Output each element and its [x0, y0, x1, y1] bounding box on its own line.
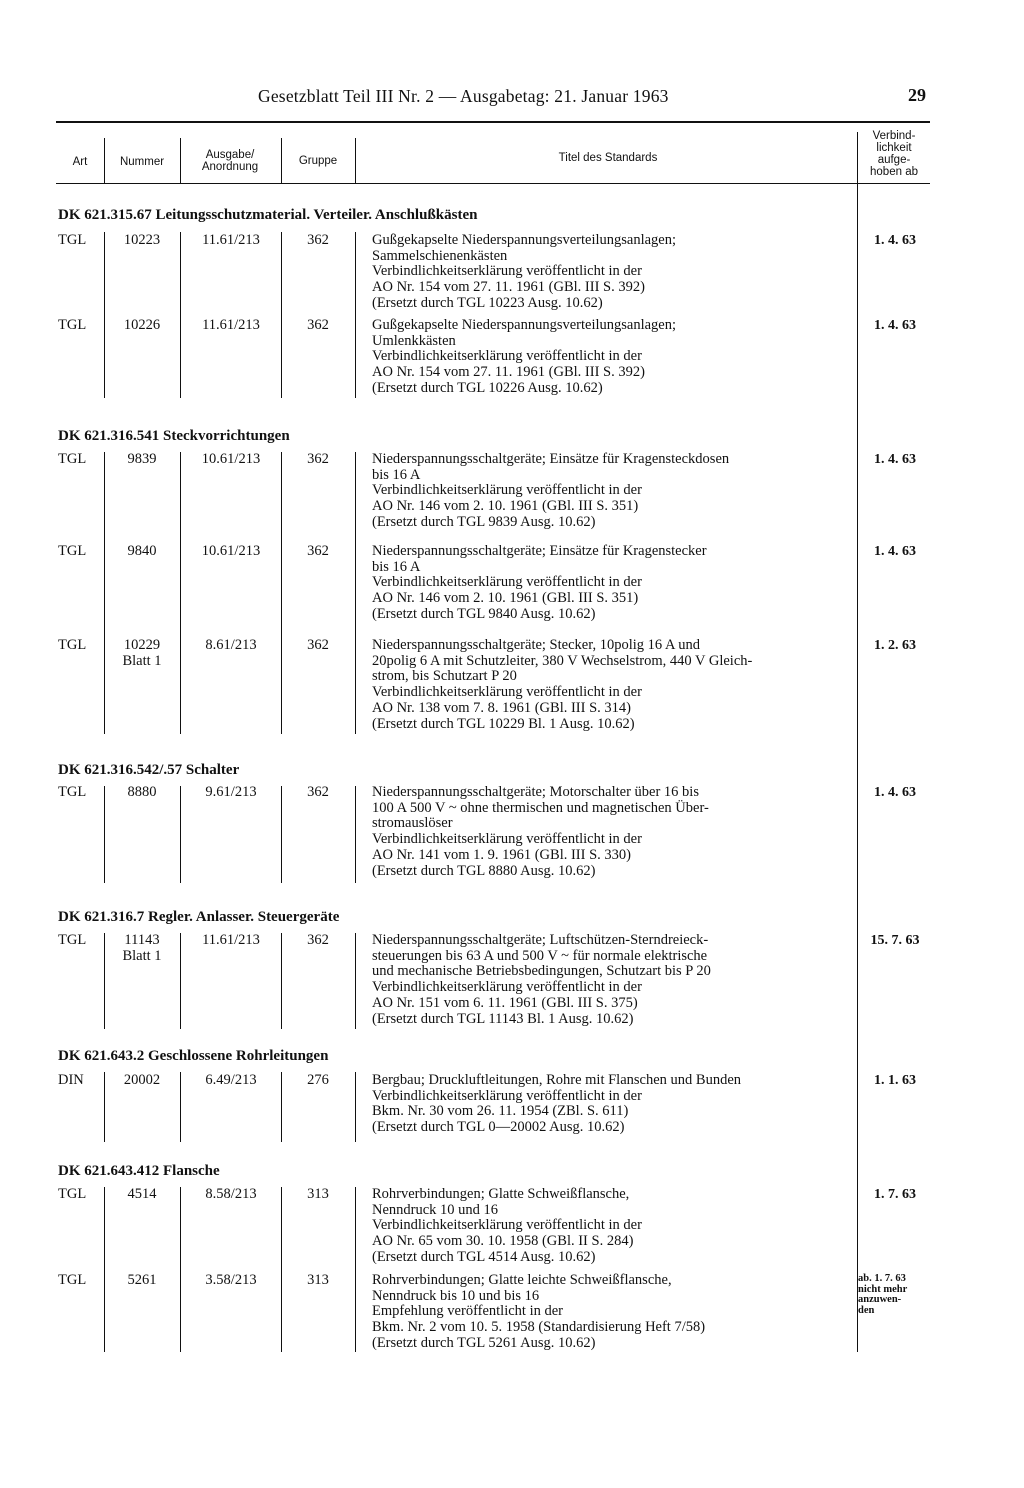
- cell-titel: Bergbau; Druckluftleitungen, Rohre mit Flanschen und Bunden Verbindlichkeitserklärung veröffentlicht in der Bkm. Nr. 30 vom 26. 11. 1954 (ZBl. S. 611) (Ersetzt durch TGL 0—20002 Ausg. 10.62): [372, 1072, 742, 1136]
- cell-titel: Gußgekapselte Niederspannungsverteilungsanlagen; Umlenkkästen Verbindlichkeitserklärung veröffentlicht in der AO Nr. 154 vom 27. 11. 1961 (GBl. III S. 392) (Ersetzt durch TGL 10226 Ausg. 10.62): [372, 317, 677, 396]
- column-separator: [180, 1187, 181, 1352]
- cell-nummer: 11143 Blatt 1: [122, 932, 162, 964]
- column-separator: [104, 232, 105, 398]
- cell-nummer: 5261: [127, 1272, 157, 1288]
- cell-nummer: 8880: [127, 784, 157, 800]
- cell-art: TGL: [58, 1272, 87, 1288]
- column-separator: [104, 452, 105, 734]
- header-separator: [104, 138, 105, 183]
- cell-ausgabe: 6.49/213: [205, 1072, 257, 1088]
- cell-art: TGL: [58, 232, 87, 248]
- cell-nummer: 9840: [127, 543, 157, 559]
- column-separator: [281, 786, 282, 883]
- cell-aufgehoben: 1. 1. 63: [874, 1073, 916, 1088]
- cell-aufgehoben: 1. 4. 63: [874, 452, 916, 467]
- column-header-aufgehoben: Verbind- lichkeit aufge- hoben ab: [870, 130, 918, 178]
- cell-gruppe: 362: [307, 637, 329, 653]
- cell-gruppe: 313: [307, 1272, 329, 1288]
- cell-nummer: 10226: [123, 317, 161, 333]
- cell-titel: Rohrverbindungen; Glatte leichte Schweißflansche, Nenndruck bis 10 und bis 16 Empfehlung veröffentlicht in der Bkm. Nr. 2 vom 10. 5. 1958 (Standardisierung Heft 7/58) (Ersetzt durch TGL 5261 Ausg. 10.62): [372, 1272, 706, 1351]
- cell-ausgabe: 10.61/213: [201, 451, 261, 467]
- header-separator: [180, 138, 181, 183]
- column-separator: [180, 1072, 181, 1142]
- cell-aufgehoben: 1. 4. 63: [874, 785, 916, 800]
- cell-art: DIN: [58, 1072, 84, 1088]
- column-separator: [281, 1072, 282, 1142]
- cell-titel: Niederspannungsschaltgeräte; Motorschalter über 16 bis 100 A 500 V ~ ohne thermischen und magnetischen Über- stromauslöser Verbindlichkeitserklärung veröffentlicht in der AO Nr. 141 vom 1. 9. 1961 (GBl. III S. 330) (Ersetzt durch TGL 8880 Ausg. 10.62): [372, 784, 709, 879]
- page-number: 29: [908, 85, 926, 105]
- cell-art: TGL: [58, 317, 87, 333]
- cell-nummer: 4514: [127, 1186, 157, 1202]
- cell-ausgabe: 8.58/213: [205, 1186, 257, 1202]
- column-separator: [355, 786, 356, 883]
- column-separator: [355, 1072, 356, 1142]
- column-header-ausgabe: Ausgabe/ Anordnung: [201, 149, 259, 173]
- section-heading: DK 621.315.67 Leitungsschutzmaterial. Verteiler. Anschlußkästen: [58, 207, 478, 223]
- cell-aufgehoben: ab. 1. 7. 63 nicht mehr anzuwen- den: [858, 1273, 908, 1316]
- cell-art: TGL: [58, 1186, 87, 1202]
- cell-gruppe: 276: [307, 1072, 329, 1088]
- column-separator: [180, 232, 181, 398]
- cell-aufgehoben: 1. 4. 63: [874, 233, 916, 248]
- cell-gruppe: 362: [307, 317, 329, 333]
- aufgehoben-column-rule: [857, 132, 858, 1352]
- cell-nummer: 10223: [123, 232, 161, 248]
- cell-nummer: 10229 Blatt 1: [122, 637, 162, 669]
- cell-ausgabe: 3.58/213: [205, 1272, 257, 1288]
- column-header-art: Art: [72, 156, 88, 168]
- column-header-nummer: Nummer: [119, 156, 165, 168]
- cell-ausgabe: 8.61/213: [205, 637, 257, 653]
- cell-art: TGL: [58, 543, 87, 559]
- cell-titel: Niederspannungsschaltgeräte; Einsätze für Kragensteckdosen bis 16 A Verbindlichkeitserklärung veröffentlicht in der AO Nr. 146 vom 2. 10. 1961 (GBl. III S. 351) (Ersetzt durch TGL 9839 Ausg. 10.62): [372, 451, 730, 530]
- column-separator: [281, 452, 282, 734]
- column-header-titel: Titel des Standards: [558, 152, 658, 164]
- cell-titel: Gußgekapselte Niederspannungsverteilungsanlagen; Sammelschienenkästen Verbindlichkeitserklärung veröffentlicht in der AO Nr. 154 vom 27. 11. 1961 (GBl. III S. 392) (Ersetzt durch TGL 10223 Ausg. 10.62): [372, 232, 677, 311]
- cell-art: TGL: [58, 637, 87, 653]
- cell-ausgabe: 11.61/213: [202, 932, 260, 948]
- column-separator: [355, 232, 356, 398]
- cell-ausgabe: 11.61/213: [202, 232, 260, 248]
- header-separator: [281, 138, 282, 183]
- column-separator: [104, 1187, 105, 1352]
- cell-titel: Niederspannungsschaltgeräte; Luftschützen-Sterndreieck- steuerungen bis 63 A und 500 V ~ für normale elektrische und mechanische Betriebsbedingungen, Schutzart bis P 20 Verbindlichkeitserklärung veröffentlicht in der AO Nr. 151 vom 6. 11. 1961 (GBl. III S. 375) (Ersetzt durch TGL 11143 Bl. 1 Ausg. 10.62): [372, 932, 711, 1027]
- column-header-gruppe: Gruppe: [298, 155, 338, 167]
- cell-titel: Rohrverbindungen; Glatte Schweißflansche, Nenndruck 10 und 16 Verbindlichkeitserklärung veröffentlicht in der AO Nr. 65 vom 30. 10. 1958 (GBl. II S. 284) (Ersetzt durch TGL 4514 Ausg. 10.62): [372, 1186, 642, 1265]
- cell-gruppe: 362: [307, 932, 329, 948]
- cell-ausgabe: 11.61/213: [202, 317, 260, 333]
- section-heading: DK 621.316.7 Regler. Anlasser. Steuergeräte: [58, 909, 340, 925]
- cell-gruppe: 313: [307, 1186, 329, 1202]
- cell-ausgabe: 10.61/213: [201, 543, 261, 559]
- cell-nummer: 9839: [127, 451, 157, 467]
- cell-aufgehoben: 15. 7. 63: [870, 933, 920, 948]
- cell-gruppe: 362: [307, 451, 329, 467]
- section-heading: DK 621.643.412 Flansche: [58, 1163, 220, 1179]
- cell-art: TGL: [58, 784, 87, 800]
- section-heading: DK 621.316.542/.57 Schalter: [58, 762, 240, 778]
- column-separator: [281, 933, 282, 1029]
- cell-gruppe: 362: [307, 543, 329, 559]
- header-separator: [355, 138, 356, 183]
- column-separator: [355, 1187, 356, 1352]
- section-heading: DK 621.643.2 Geschlossene Rohrleitungen: [58, 1048, 329, 1064]
- cell-gruppe: 362: [307, 232, 329, 248]
- table-top-rule: [56, 121, 930, 123]
- column-separator: [281, 1187, 282, 1352]
- cell-nummer: 20002: [123, 1072, 161, 1088]
- column-separator: [180, 786, 181, 883]
- column-separator: [180, 452, 181, 734]
- cell-art: TGL: [58, 451, 87, 467]
- column-separator: [355, 452, 356, 734]
- cell-aufgehoben: 1. 2. 63: [874, 638, 916, 653]
- column-separator: [104, 786, 105, 883]
- column-separator: [104, 933, 105, 1029]
- cell-ausgabe: 9.61/213: [205, 784, 257, 800]
- column-separator: [180, 933, 181, 1029]
- table-header-rule: [56, 183, 930, 184]
- cell-titel: Niederspannungsschaltgeräte; Stecker, 10polig 16 A und 20polig 6 A mit Schutzleiter, 380 V Wechselstrom, 440 V Gleich- strom, bis Schutzart P 20 Verbindlichkeitserklärung veröffentlicht in der AO Nr. 138 vom 7. 8. 1961 (GBl. III S. 314) (Ersetzt durch TGL 10229 Bl. 1 Ausg. 10.62): [372, 637, 753, 732]
- cell-art: TGL: [58, 932, 87, 948]
- running-title: Gesetzblatt Teil III Nr. 2 — Ausgabetag: 21. Januar 1963: [258, 86, 669, 106]
- cell-aufgehoben: 1. 4. 63: [874, 318, 916, 333]
- cell-aufgehoben: 1. 7. 63: [874, 1187, 916, 1202]
- section-heading: DK 621.316.541 Steckvorrichtungen: [58, 428, 290, 444]
- cell-aufgehoben: 1. 4. 63: [874, 544, 916, 559]
- cell-gruppe: 362: [307, 784, 329, 800]
- column-separator: [281, 232, 282, 398]
- column-separator: [104, 1072, 105, 1142]
- column-separator: [355, 933, 356, 1029]
- cell-titel: Niederspannungsschaltgeräte; Einsätze für Kragenstecker bis 16 A Verbindlichkeitserklärung veröffentlicht in der AO Nr. 146 vom 2. 10. 1961 (GBl. III S. 351) (Ersetzt durch TGL 9840 Ausg. 10.62): [372, 543, 707, 622]
